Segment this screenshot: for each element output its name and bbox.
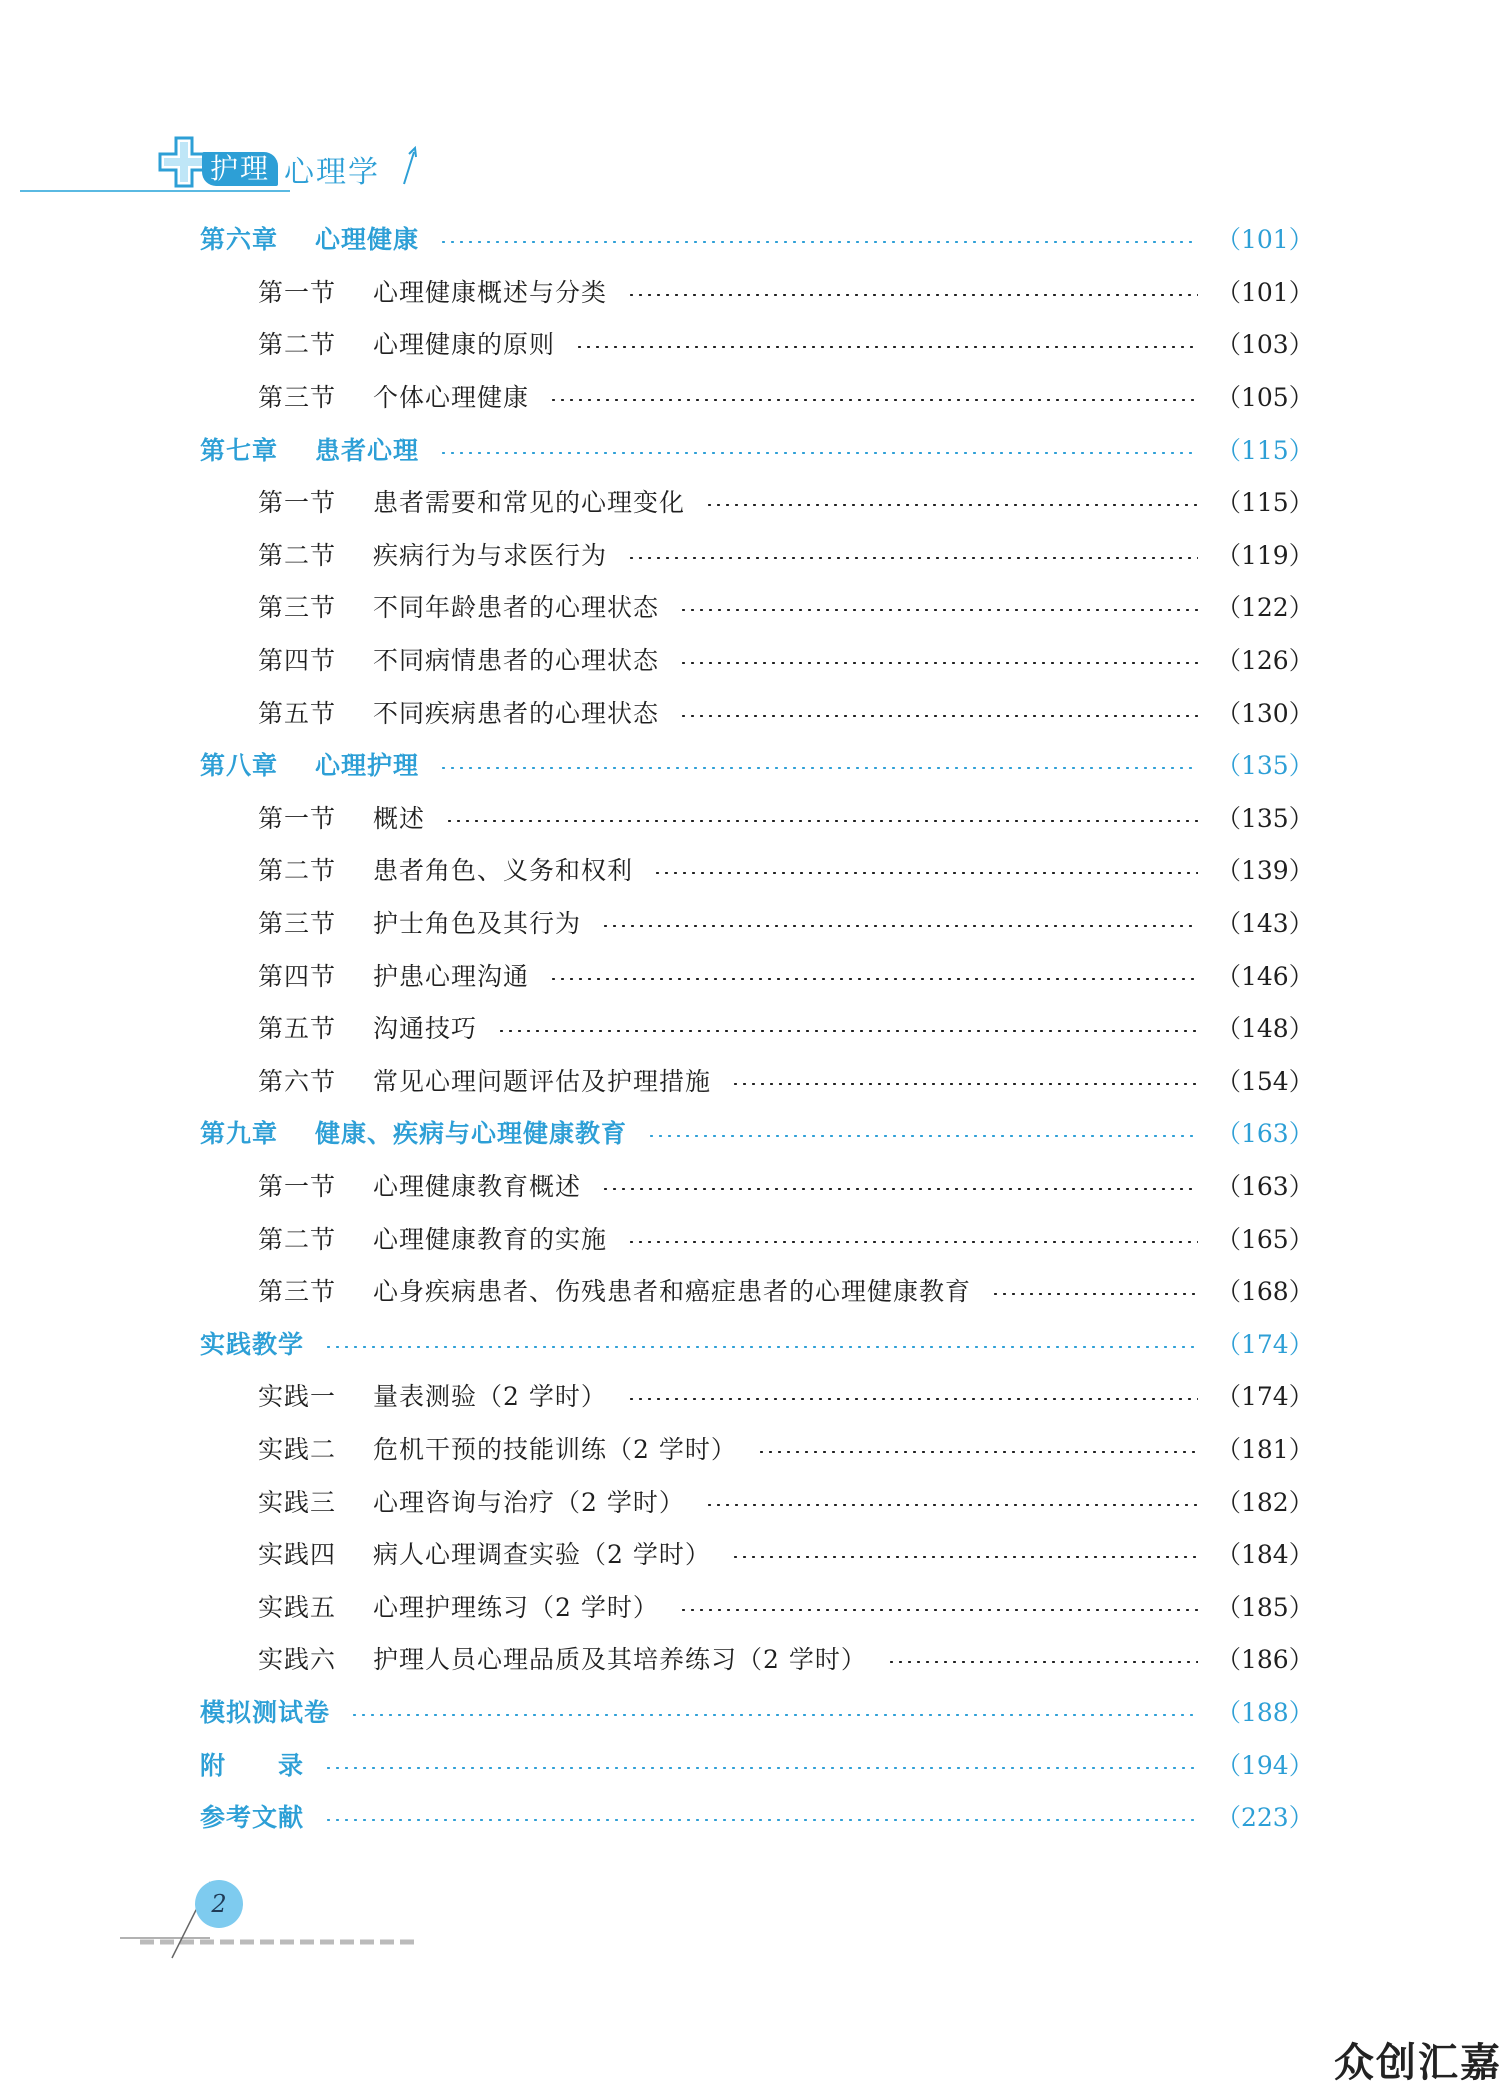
toc-number: 第六章 xyxy=(200,225,279,255)
toc-label xyxy=(258,378,529,414)
toc-leader-dots xyxy=(324,1819,1198,1821)
toc-leader-dots xyxy=(705,1504,1198,1506)
toc-label xyxy=(258,588,659,624)
toc-title: 概述 xyxy=(373,803,426,833)
toc-title: 模拟测试卷 xyxy=(200,1697,331,1727)
toc-section-row[interactable] xyxy=(0,1159,1504,1212)
toc-number: 第八章 xyxy=(200,751,279,781)
toc-leader-dots xyxy=(627,1241,1198,1243)
toc-label xyxy=(258,1430,737,1466)
toc-chapter-row[interactable] xyxy=(0,422,1504,475)
toc-title: 心理咨询与治疗（2 学时） xyxy=(373,1487,685,1517)
toc-page-number: （185） xyxy=(1216,1592,1314,1622)
toc-title: 心理健康教育的实施 xyxy=(373,1224,608,1254)
toc-page-number: （135） xyxy=(1216,803,1314,833)
toc-label xyxy=(258,1167,581,1203)
toc-title: 健康、疾病与心理健康教育 xyxy=(315,1119,628,1149)
table-of-contents xyxy=(0,212,1504,1842)
toc-number: 第七章 xyxy=(200,435,279,465)
toc-chapter-row[interactable] xyxy=(0,738,1504,791)
toc-label xyxy=(200,746,419,782)
toc-section-row[interactable] xyxy=(0,791,1504,844)
toc-number: 第一节 xyxy=(258,1171,337,1201)
toc-label xyxy=(258,1640,867,1676)
toc-page-number: （163） xyxy=(1216,1119,1314,1149)
toc-label xyxy=(258,1483,685,1519)
toc-section-row[interactable] xyxy=(0,1264,1504,1317)
toc-leader-dots xyxy=(627,294,1198,296)
toc-label xyxy=(258,1220,607,1256)
toc-title: 患者心理 xyxy=(315,435,420,465)
toc-number: 实践四 xyxy=(258,1540,337,1570)
toc-page-number: （168） xyxy=(1216,1277,1314,1307)
toc-label xyxy=(258,1062,711,1098)
toc-label xyxy=(258,1009,477,1045)
toc-chapter-row[interactable] xyxy=(0,1316,1504,1369)
toc-title: 疾病行为与求医行为 xyxy=(373,540,608,570)
toc-leader-dots xyxy=(549,978,1198,980)
toc-label xyxy=(258,851,633,887)
toc-label xyxy=(258,325,555,361)
toc-title: 心理健康教育概述 xyxy=(373,1171,582,1201)
toc-leader-dots xyxy=(731,1556,1198,1558)
toc-title: 附 录 xyxy=(200,1750,305,1780)
toc-label xyxy=(258,957,529,993)
toc-leader-dots xyxy=(647,1135,1198,1137)
toc-label xyxy=(258,799,425,835)
toc-chapter-row[interactable] xyxy=(0,1790,1504,1843)
toc-title: 患者角色、义务和权利 xyxy=(373,856,634,886)
toc-leader-dots xyxy=(679,662,1198,664)
toc-title: 护理人员心理品质及其培养练习（2 学时） xyxy=(373,1645,867,1675)
toc-label xyxy=(200,1693,330,1729)
watermark-text: 众创汇嘉 xyxy=(1334,2040,1502,2086)
toc-leader-dots xyxy=(627,557,1198,559)
toc-section-row[interactable] xyxy=(0,1211,1504,1264)
toc-page-number: （181） xyxy=(1216,1434,1314,1464)
book-header xyxy=(16,128,416,194)
toc-number: 第三节 xyxy=(258,383,337,413)
page-number: 2 xyxy=(195,1880,243,1928)
toc-leader-dots xyxy=(679,715,1198,717)
toc-page-number: （139） xyxy=(1216,856,1314,886)
toc-label xyxy=(258,536,607,572)
toc-section-row[interactable] xyxy=(0,265,1504,318)
toc-label xyxy=(258,694,659,730)
toc-leader-dots xyxy=(601,1188,1198,1190)
toc-leader-dots xyxy=(991,1293,1198,1295)
toc-title: 不同病情患者的心理状态 xyxy=(373,646,660,676)
toc-title: 参考文献 xyxy=(200,1803,305,1833)
toc-label xyxy=(258,1535,711,1571)
toc-leader-dots xyxy=(887,1661,1198,1663)
toc-page-number: （188） xyxy=(1216,1697,1314,1727)
toc-leader-dots xyxy=(445,820,1198,822)
toc-number: 第四节 xyxy=(258,646,337,676)
toc-number: 实践五 xyxy=(258,1592,337,1622)
toc-section-row[interactable] xyxy=(0,633,1504,686)
toc-page-number: （105） xyxy=(1216,383,1314,413)
toc-section-row[interactable] xyxy=(0,1054,1504,1107)
toc-leader-dots xyxy=(324,1346,1198,1348)
toc-leader-dots xyxy=(324,1767,1198,1769)
toc-number: 第五节 xyxy=(258,698,337,728)
toc-page-number: （115） xyxy=(1216,488,1314,518)
toc-leader-dots xyxy=(439,452,1198,454)
toc-label xyxy=(200,1798,304,1834)
toc-number: 第九章 xyxy=(200,1119,279,1149)
toc-section-row[interactable] xyxy=(0,1369,1504,1422)
toc-section-row[interactable] xyxy=(0,528,1504,581)
toc-title: 心理护理 xyxy=(315,751,420,781)
arrow-icon xyxy=(401,146,419,186)
toc-page-number: （146） xyxy=(1216,961,1314,991)
toc-label xyxy=(200,1325,304,1361)
toc-label xyxy=(258,1588,659,1624)
toc-page-number: （174） xyxy=(1216,1382,1314,1412)
toc-page-number: （165） xyxy=(1216,1224,1314,1254)
toc-number: 第二节 xyxy=(258,540,337,570)
toc-leader-dots xyxy=(350,1714,1198,1716)
toc-section-row[interactable] xyxy=(0,317,1504,370)
toc-section-row[interactable] xyxy=(0,475,1504,528)
toc-number: 第四节 xyxy=(258,961,337,991)
toc-number: 实践六 xyxy=(258,1645,337,1675)
toc-section-row[interactable] xyxy=(0,1001,1504,1054)
toc-section-row[interactable] xyxy=(0,1579,1504,1632)
toc-number: 实践一 xyxy=(258,1382,337,1412)
toc-title: 患者需要和常见的心理变化 xyxy=(373,488,686,518)
toc-page-number: （223） xyxy=(1216,1803,1314,1833)
toc-section-row[interactable] xyxy=(0,948,1504,1001)
toc-label xyxy=(200,1746,304,1782)
toc-title: 个体心理健康 xyxy=(373,383,530,413)
page-footer xyxy=(120,1880,440,1960)
toc-label xyxy=(258,1377,607,1413)
toc-page-number: （126） xyxy=(1216,646,1314,676)
toc-title: 心理健康概述与分类 xyxy=(373,277,608,307)
toc-title: 不同年龄患者的心理状态 xyxy=(373,593,660,623)
toc-number: 第二节 xyxy=(258,856,337,886)
toc-title: 护患心理沟通 xyxy=(373,961,530,991)
toc-title: 心理健康的原则 xyxy=(373,330,556,360)
toc-leader-dots xyxy=(679,1609,1198,1611)
toc-number: 第二节 xyxy=(258,1224,337,1254)
toc-page-number: （115） xyxy=(1216,435,1314,465)
toc-label xyxy=(258,483,685,519)
toc-page-number: （130） xyxy=(1216,698,1314,728)
toc-page-number: （122） xyxy=(1216,593,1314,623)
toc-title: 沟通技巧 xyxy=(373,1014,478,1044)
toc-page-number: （163） xyxy=(1216,1171,1314,1201)
toc-chapter-row[interactable] xyxy=(0,1106,1504,1159)
book-title xyxy=(202,152,381,190)
toc-page-number: （182） xyxy=(1216,1487,1314,1517)
toc-leader-dots xyxy=(731,1083,1198,1085)
toc-page-number: （184） xyxy=(1216,1540,1314,1570)
toc-title: 危机干预的技能训练（2 学时） xyxy=(373,1434,737,1464)
toc-section-row[interactable] xyxy=(0,843,1504,896)
toc-leader-dots xyxy=(497,1030,1198,1032)
toc-title: 心理护理练习（2 学时） xyxy=(373,1592,659,1622)
toc-page-number: （135） xyxy=(1216,751,1314,781)
toc-leader-dots xyxy=(705,504,1198,506)
toc-leader-dots xyxy=(439,241,1198,243)
toc-leader-dots xyxy=(549,399,1198,401)
toc-label xyxy=(258,641,659,677)
toc-leader-dots xyxy=(757,1451,1198,1453)
toc-label xyxy=(258,1272,971,1308)
toc-section-row[interactable] xyxy=(0,580,1504,633)
toc-label xyxy=(258,904,581,940)
toc-title: 常见心理问题评估及护理措施 xyxy=(373,1066,712,1096)
toc-number: 第五节 xyxy=(258,1014,337,1044)
toc-title: 病人心理调查实验（2 学时） xyxy=(373,1540,711,1570)
toc-page-number: （194） xyxy=(1216,1750,1314,1780)
toc-page-number: （101） xyxy=(1216,225,1314,255)
toc-number: 第一节 xyxy=(258,803,337,833)
book-title-rest: 心理学 xyxy=(284,155,381,190)
toc-section-row[interactable] xyxy=(0,1474,1504,1527)
toc-number: 第三节 xyxy=(258,593,337,623)
toc-label xyxy=(200,220,419,256)
toc-title: 心身疾病患者、伤残患者和癌症患者的心理健康教育 xyxy=(373,1277,972,1307)
toc-label xyxy=(200,431,419,467)
toc-chapter-row[interactable] xyxy=(0,1685,1504,1738)
toc-leader-dots xyxy=(575,346,1198,348)
toc-number: 第三节 xyxy=(258,1277,337,1307)
toc-leader-dots xyxy=(679,609,1198,611)
toc-page-number: （143） xyxy=(1216,909,1314,939)
toc-page-number: （154） xyxy=(1216,1066,1314,1096)
toc-page-number: （174） xyxy=(1216,1329,1314,1359)
header-rule xyxy=(20,190,290,192)
toc-number: 第一节 xyxy=(258,277,337,307)
toc-leader-dots xyxy=(627,1398,1198,1400)
toc-leader-dots xyxy=(653,872,1198,874)
toc-page-number: （186） xyxy=(1216,1645,1314,1675)
toc-section-row[interactable] xyxy=(0,370,1504,423)
book-title-highlight: 护理 xyxy=(202,152,278,186)
toc-page-number: （101） xyxy=(1216,277,1314,307)
toc-number: 实践三 xyxy=(258,1487,337,1517)
toc-chapter-row[interactable] xyxy=(0,212,1504,265)
toc-number: 第二节 xyxy=(258,330,337,360)
toc-section-row[interactable] xyxy=(0,896,1504,949)
toc-section-row[interactable] xyxy=(0,685,1504,738)
toc-title: 心理健康 xyxy=(315,225,420,255)
toc-title: 实践教学 xyxy=(200,1329,305,1359)
toc-chapter-row[interactable] xyxy=(0,1737,1504,1790)
toc-number: 实践二 xyxy=(258,1434,337,1464)
toc-section-row[interactable] xyxy=(0,1632,1504,1685)
toc-section-row[interactable] xyxy=(0,1422,1504,1475)
toc-number: 第一节 xyxy=(258,488,337,518)
toc-number: 第三节 xyxy=(258,909,337,939)
toc-leader-dots xyxy=(439,767,1198,769)
toc-leader-dots xyxy=(601,925,1198,927)
toc-number: 第六节 xyxy=(258,1066,337,1096)
toc-label xyxy=(200,1114,627,1150)
toc-title: 不同疾病患者的心理状态 xyxy=(373,698,660,728)
toc-section-row[interactable] xyxy=(0,1527,1504,1580)
toc-label xyxy=(258,273,607,309)
toc-page-number: （148） xyxy=(1216,1014,1314,1044)
toc-page-number: （119） xyxy=(1216,540,1314,570)
toc-title: 量表测验（2 学时） xyxy=(373,1382,607,1412)
toc-page-number: （103） xyxy=(1216,330,1314,360)
toc-title: 护士角色及其行为 xyxy=(373,909,582,939)
